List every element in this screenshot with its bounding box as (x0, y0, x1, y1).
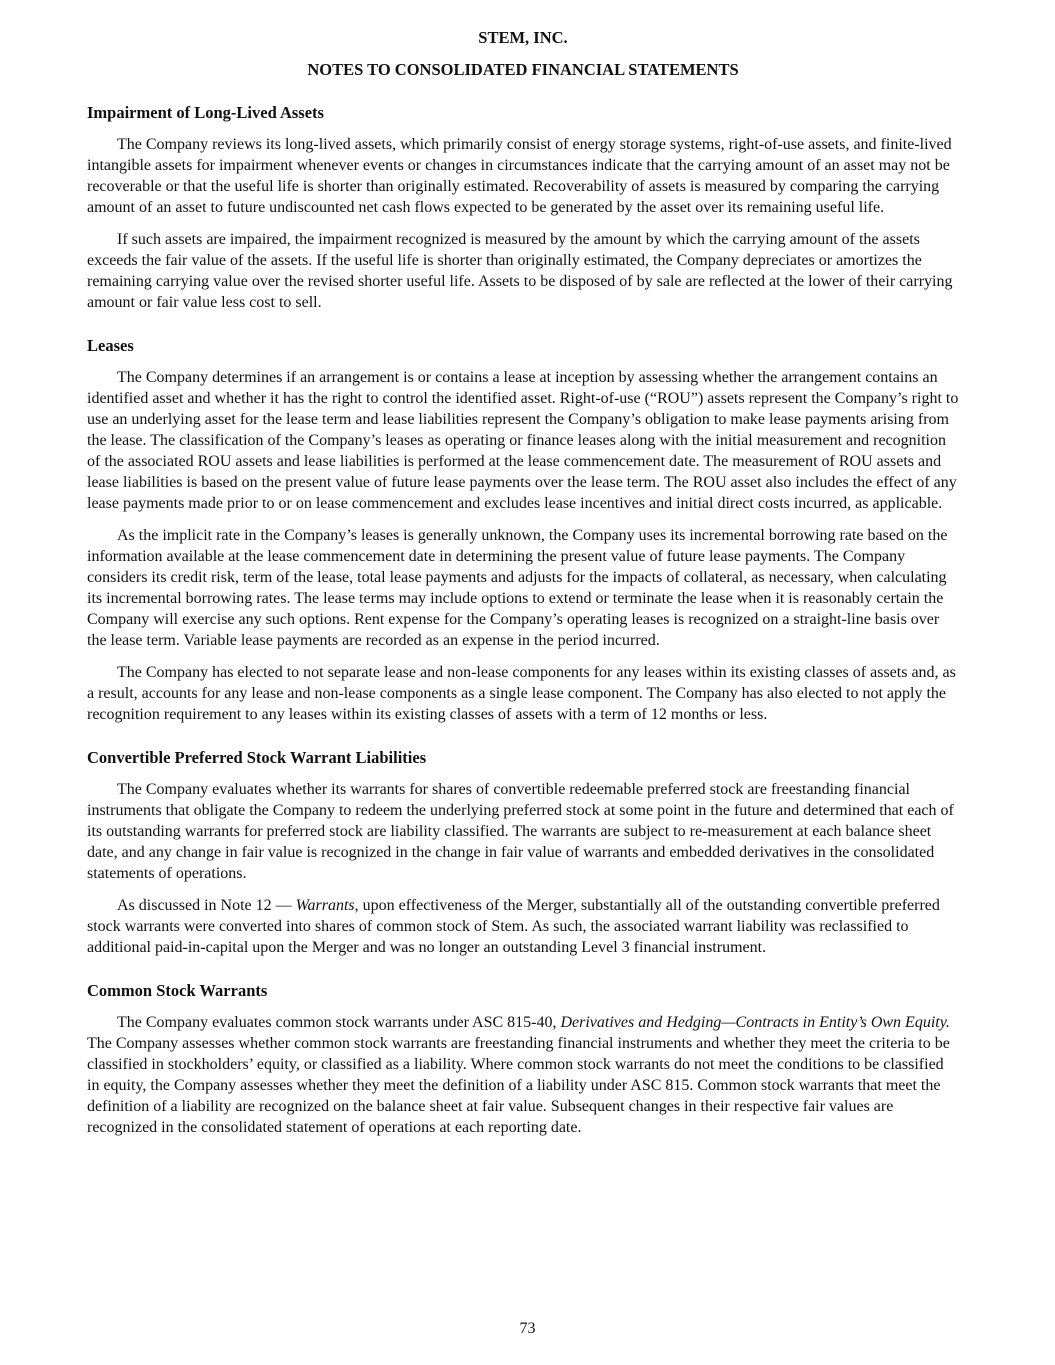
paragraph (87, 525, 959, 651)
text-run: As the implicit rate in the Company’s leases is generally unknown, the Company uses its incremental borrowing rate based on the information available at the lease commencement date in determining the present value of future lease payments. The Company considers its credit risk, term of the lease, total lease payments and adjusts for the impacts of collateral, as necessary, when calculating its incremental borrowing rates. The lease terms may include options to extend or terminate the lease when it is reasonably certain the Company will exercise any such options. Rent expense for the Company’s operating leases is recognized on a straight-line basis over the lease term. Variable lease payments are recorded as an expense in the period incurred. (87, 527, 948, 649)
paragraph (87, 779, 959, 884)
text-run: The Company assesses whether common stock warrants are freestanding financial instruments and whether they meet the criteria to be classified in stockholders’ equity, or classified as a liability. Where common stock warrants do not meet the conditions to be classified in equity, the Company assesses whether they meet the definition of a liability under ASC 815. Common stock warrants that meet the definition of a liability are recognized on the balance sheet at fair value. Subsequent changes in their respective fair values are recognized in the consolidated statement of operations at each reporting date. (87, 1035, 950, 1136)
text-run: The Company reviews its long-lived assets, which primarily consist of energy storage systems, right-of-use assets, and finite-lived intangible assets for impairment whenever events or changes in circumstances indicate that the carrying amount of an asset may not be recoverable or that the useful life is shorter than originally estimated. Recoverability of assets is measured by comparing the carrying amount of an asset to future undiscounted net cash flows expected to be generated by the asset over its remaining useful life. (87, 136, 952, 216)
document-body (87, 102, 959, 1138)
text-run: The Company has elected to not separate lease and non-lease components for any leases within its existing classes of assets and, as a result, accounts for any lease and non-lease components as a single lease component. The Company has also elected to not apply the recognition requirement to any leases within its existing classes of assets with a term of 12 months or less. (87, 664, 956, 723)
page-number: 73 (519, 1320, 536, 1337)
company-name-title: STEM, INC. (478, 28, 568, 47)
text-run: , upon effectiveness of the Merger, substantially all of the outstanding convertible preferred stock warrants were converted into shares of common stock of Stem. As such, the associated warrant liability was reclassified to additional paid-in-capital upon the Merger and was no longer an outstanding Level 3 financial instrument. (87, 897, 940, 956)
paragraph (87, 134, 959, 218)
text-run: The Company determines if an arrangement is or contains a lease at inception by assessing whether the arrangement contains an identified asset and whether it has the right to control the identified asset. Right-of-use (“ROU”) assets represent the Company’s right to use an underlying asset for the lease term and lease liabilities represent the Company’s obligation to make lease payments arising from the lease. The classification of the Company’s leases as operating or finance leases along with the initial measurement and recognition of the associated ROU assets and lease liabilities is performed at the lease commencement date. The measurement of ROU assets and lease liabilities is based on the present value of future lease payments over the lease term. The ROU asset also includes the effect of any lease payments made prior to or on lease commencement and excludes lease incentives and initial direct costs incurred, as applicable. (87, 369, 959, 512)
text-run: The Company evaluates whether its warrants for shares of convertible redeemable preferred stock are freestanding financial instruments that obligate the Company to redeem the underlying preferred stock at some point in the future and determined that each of its outstanding warrants for preferred stock are liability classified. The warrants are subject to re-measurement at each balance sheet date, and any change in fair value is recognized in the change in fair value of warrants and embedded derivatives in the consolidated statements of operations. (87, 781, 954, 882)
paragraph (87, 895, 959, 958)
section-heading: Convertible Preferred Stock Warrant Liabilities (87, 748, 427, 767)
section-heading: Common Stock Warrants (87, 981, 268, 1000)
document-subtitle: NOTES TO CONSOLIDATED FINANCIAL STATEMENTS (307, 60, 739, 79)
text-run: As discussed in Note 12 — (117, 897, 296, 914)
italic-text-run: Warrants (295, 897, 355, 914)
document-header (87, 27, 959, 80)
section-heading: Leases (87, 336, 134, 355)
italic-text-run: Derivatives and Hedging—Contracts in Entity’s Own Equity. (560, 1014, 950, 1031)
text-run: The Company evaluates common stock warrants under ASC 815-40, (117, 1014, 561, 1031)
paragraph (87, 1012, 959, 1138)
text-run: If such assets are impaired, the impairment recognized is measured by the amount by which the carrying amount of the assets exceeds the fair value of the assets. If the useful life is shorter than originally estimated, the Company depreciates or amortizes the remaining carrying value over the revised shorter useful life. Assets to be disposed of by sale are reflected at the lower of their carrying amount or fair value less cost to sell. (87, 231, 953, 311)
paragraph (87, 367, 959, 514)
paragraph (87, 229, 959, 313)
section-heading: Impairment of Long-Lived Assets (87, 103, 324, 122)
paragraph (87, 662, 959, 725)
